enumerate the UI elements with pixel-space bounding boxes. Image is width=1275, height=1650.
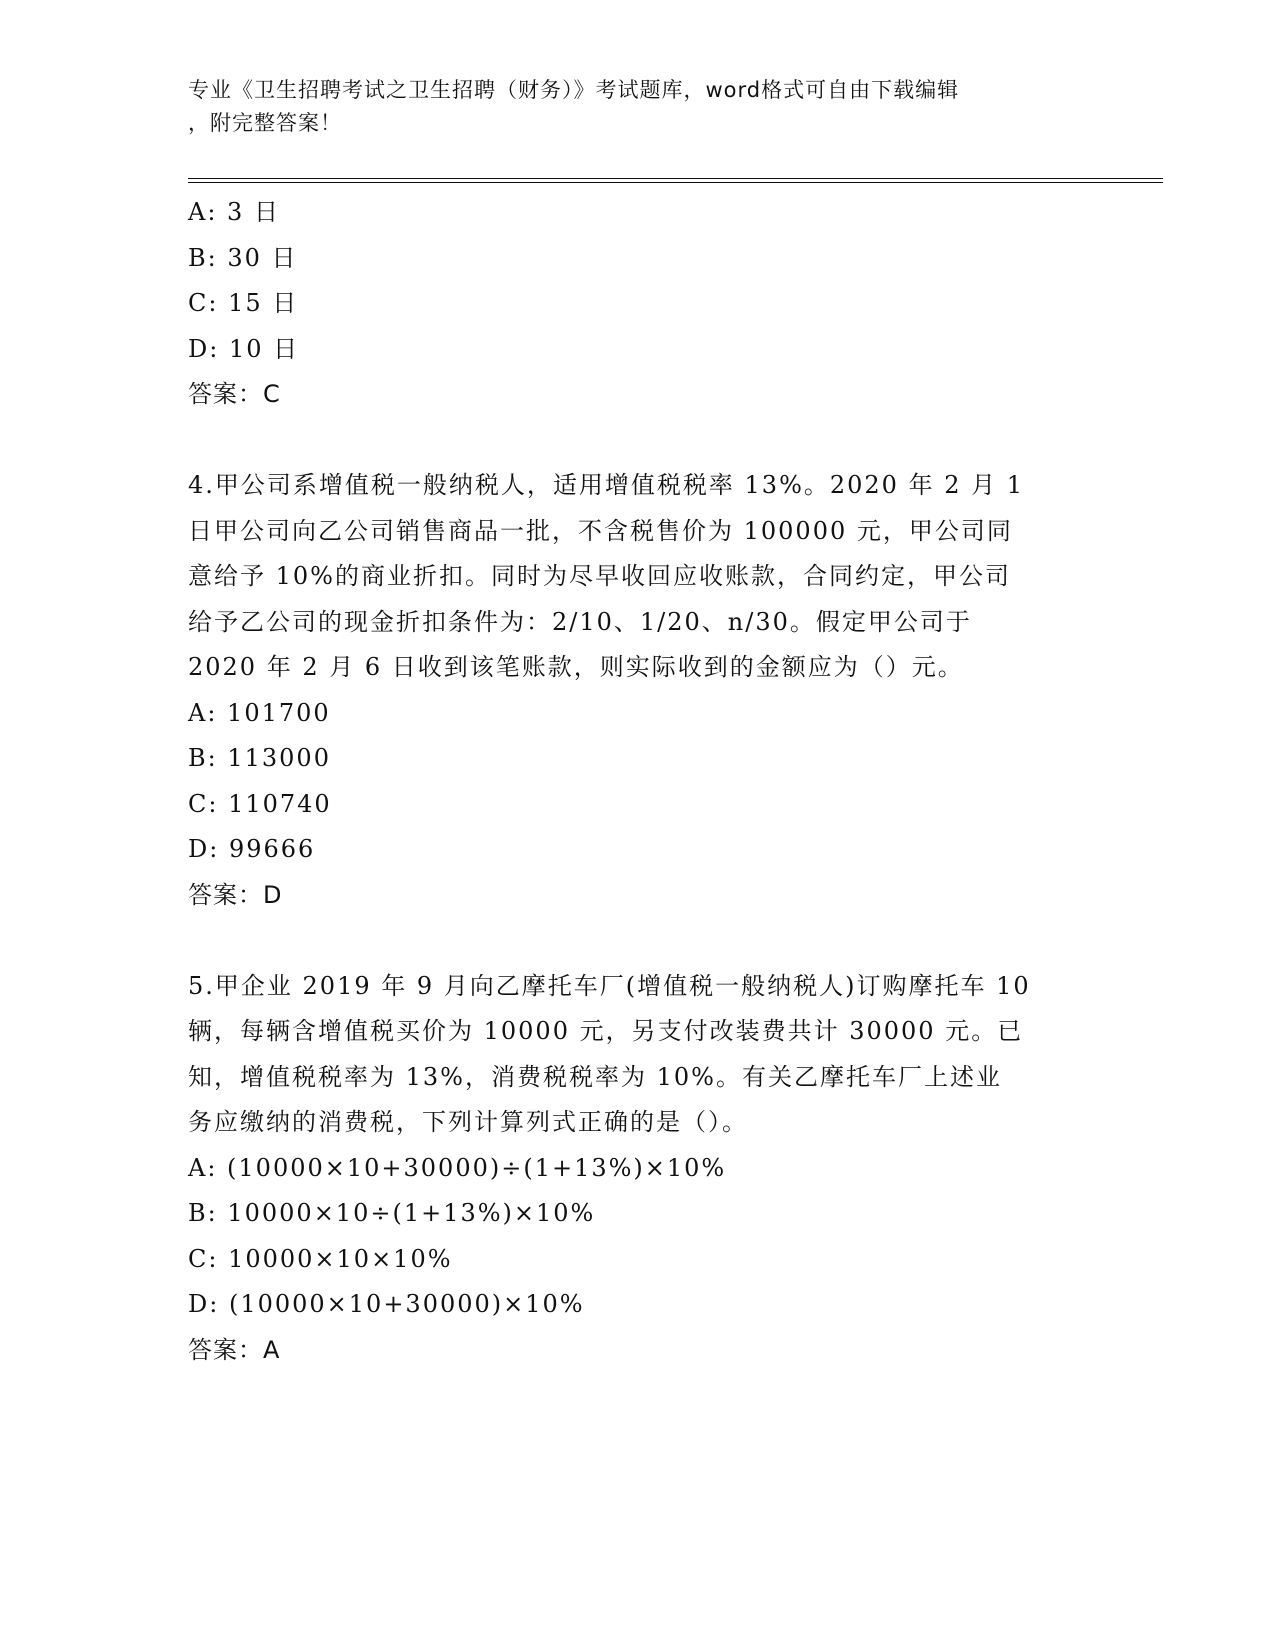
q5-stem-line: 务应缴纳的消费税，下列计算列式正确的是（）。 (188, 1108, 748, 1136)
q5-stem (188, 964, 1088, 1146)
q5-stem-line: 辆，每辆含增值税买价为 10000 元，另支付改装费共计 30000 元。已 (188, 1017, 1024, 1045)
question-3 (188, 190, 1088, 418)
q4-stem-line: 4.甲公司系增值税一般纳税人，适用增值税税率 13%。2020 年 2 月 1 (188, 471, 1025, 499)
q3-answer: 答案：C (188, 380, 281, 408)
q4-option-c: C: 110740 (188, 789, 332, 818)
q3-option-c: C: 15 日 (188, 289, 299, 317)
header-line-2: ，附完整答案！ (188, 111, 342, 135)
q3-option-a: A: 3 日 (188, 198, 280, 226)
q4-answer: 答案：D (188, 880, 283, 909)
q5-answer: 答案：A (188, 1335, 281, 1364)
q5-option-d: D: (10000×10+30000)×10% (188, 1290, 585, 1318)
q5-stem-line: 5.甲企业 2019 年 9 月向乙摩托车厂(增值税一般纳税人)订购摩托车 10 (188, 971, 1031, 1000)
q5-stem-line: 知，增值税税率为 13%，消费税税率为 10%。有关乙摩托车厂上述业 (188, 1062, 1002, 1091)
q4-stem-line: 意给予 10%的商业折扣。同时为尽早收回应收账款，合同约定，甲公司 (188, 562, 1011, 590)
q5-option-c: C: 10000×10×10% (188, 1244, 453, 1273)
q3-option-d: D: 10 日 (188, 334, 300, 363)
spacer (188, 918, 1088, 964)
q4-stem-line: 日甲公司向乙公司销售商品一批，不含税售价为 100000 元，甲公司同 (188, 516, 1013, 545)
q4-option-b: B: 113000 (188, 744, 331, 772)
q5-option-b: B: 10000×10÷(1+13%)×10% (188, 1199, 596, 1227)
question-5 (188, 964, 1088, 1374)
q4-stem-line: 2020 年 2 月 6 日收到该笔账款，则实际收到的金额应为（）元。 (188, 653, 964, 681)
q4-option-d: D: 99666 (188, 835, 316, 863)
q4-stem (188, 463, 1088, 691)
spacer (188, 418, 1088, 464)
document-body (188, 190, 1088, 1373)
question-4 (188, 463, 1088, 918)
header-line-1: 专业《卫生招聘考试之卫生招聘（财务）》考试题库，word格式可自由下载编辑 (188, 78, 960, 102)
header-divider (188, 178, 1163, 183)
page-header (188, 74, 1088, 140)
q5-option-a: A: (10000×10+30000)÷(1+13%)×10% (188, 1153, 727, 1182)
q4-stem-line: 给予乙公司的现金折扣条件为：2/10、1/20、n/30。假定甲公司于 (188, 607, 972, 636)
q4-option-a: A: 101700 (188, 698, 331, 727)
q3-option-b: B: 30 日 (188, 243, 298, 272)
